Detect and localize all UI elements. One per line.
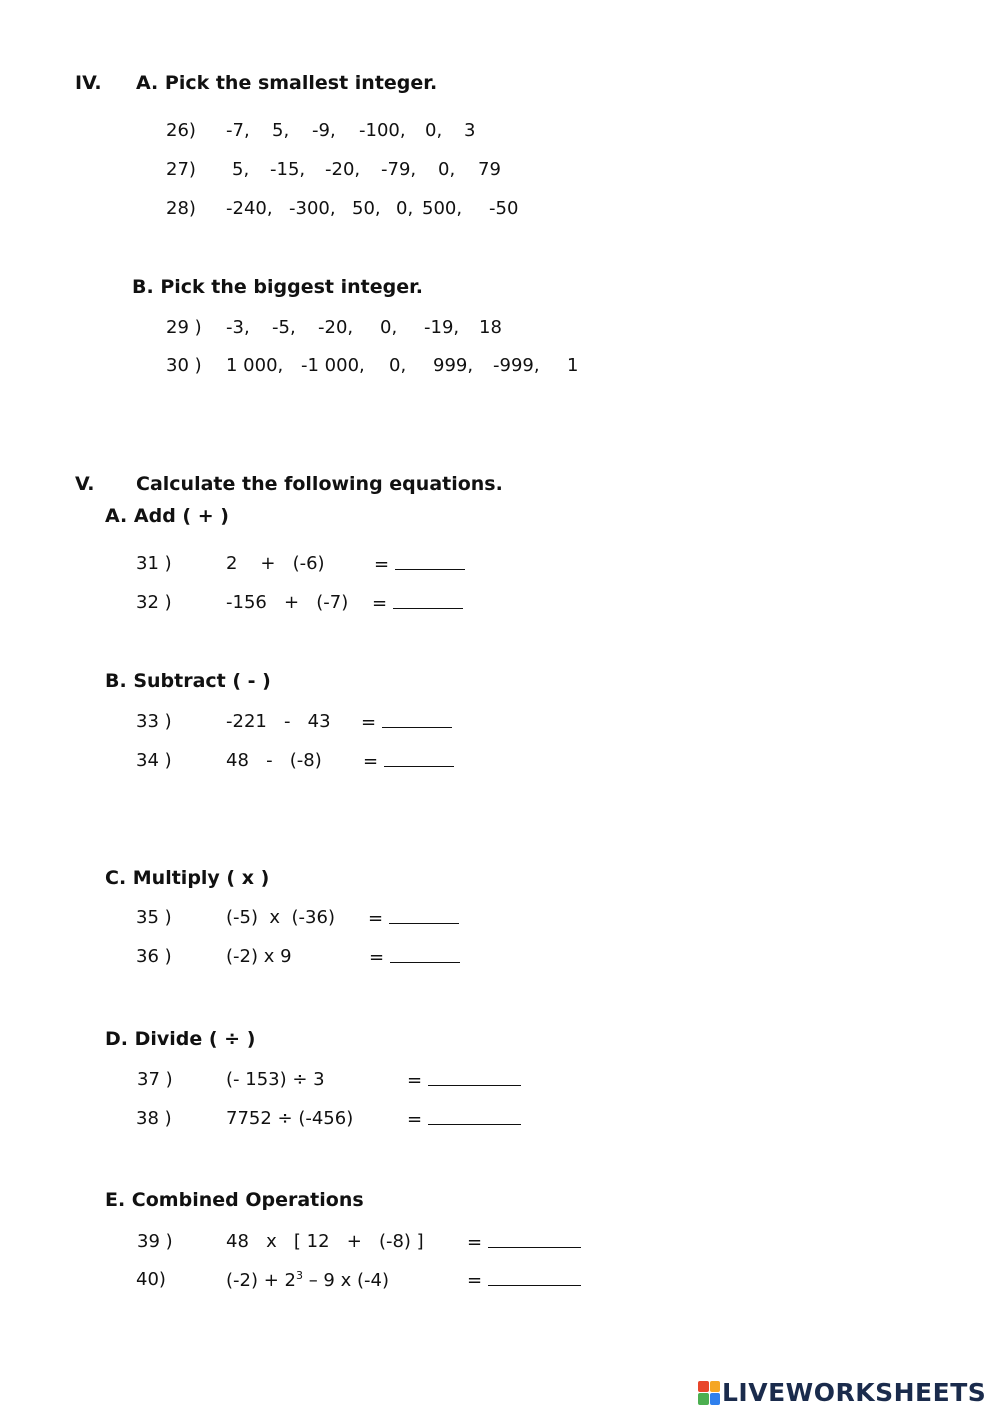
value: 0, [380,317,398,338]
value: -1 000, [301,355,365,376]
item-39-number: 39 ) [137,1231,173,1252]
equals-sign: = [374,554,390,575]
item-36-answer [369,946,460,968]
answer-blank[interactable] [384,750,454,767]
value: -3, [226,317,250,338]
value: 999, [433,355,474,376]
item-38-answer [407,1108,521,1130]
item-27 [166,159,196,180]
item-37-number: 37 ) [137,1069,173,1090]
item-38-expression: 7752 ÷ (-456) [226,1108,354,1129]
item-31-expression: 2 + (-6) [226,553,325,574]
value: 50, [352,198,381,219]
item-28-values [226,198,518,219]
item-32-expression: -156 + (-7) [226,592,349,613]
answer-blank[interactable] [428,1108,521,1125]
value: -9, [312,120,336,141]
answer-blank[interactable] [390,946,460,963]
item-37-answer [407,1069,521,1091]
answer-blank[interactable] [382,711,452,728]
item-29-values [226,317,502,338]
section-v-numeral: V. [75,473,95,495]
value: 3 [464,120,476,141]
item-number: 26) [166,120,196,141]
item-40-number: 40) [136,1269,166,1290]
item-33-number: 33 ) [136,711,172,732]
part-a-heading: A. Pick the smallest integer. [136,72,438,94]
item-35-expression: (-5) x (-36) [226,907,335,928]
equals-sign: = [407,1070,423,1091]
subtract-heading: B. Subtract ( - ) [105,670,271,692]
answer-blank[interactable] [428,1069,521,1086]
value: -7, [226,120,250,141]
item-39-answer [467,1231,581,1253]
item-40-answer [467,1269,581,1291]
value: 0, [425,120,443,141]
value: 5, [272,120,290,141]
expression-part: – 9 x (-4) [302,1270,389,1291]
value: -300, [289,198,336,219]
divide-heading: D. Divide ( ÷ ) [105,1028,256,1050]
section-v-heading: Calculate the following equations. [136,473,503,495]
answer-blank[interactable] [488,1231,581,1248]
item-32-number: 32 ) [136,592,172,613]
item-33-answer [361,711,452,733]
equals-sign: = [372,593,388,614]
value: 18 [479,317,502,338]
part-b-heading: B. Pick the biggest integer. [132,276,423,298]
item-38-number: 38 ) [136,1108,172,1129]
liveworksheets-logo-icon [698,1381,720,1405]
equals-sign: = [407,1109,423,1130]
item-number: 29 ) [166,317,202,338]
item-28 [166,198,196,219]
item-26-values [226,120,475,141]
answer-blank[interactable] [393,592,463,609]
item-34-expression: 48 - (-8) [226,750,322,771]
value: -20, [325,159,361,180]
expression-part: (-2) + 2 [226,1270,296,1291]
value: 0, [396,198,414,219]
equals-sign: = [363,751,379,772]
item-39-expression: 48 x [ 12 + (-8) ] [226,1231,424,1252]
item-36-expression: (-2) x 9 [226,946,292,967]
value: -15, [270,159,306,180]
equals-sign: = [369,947,385,968]
value: -5, [272,317,296,338]
value: -79, [381,159,417,180]
item-number: 27) [166,159,196,180]
value: 1 [567,355,579,376]
item-31-answer [374,553,465,575]
value: 500, [422,198,463,219]
equals-sign: = [467,1270,483,1291]
item-32-answer [372,592,463,614]
logo-text: LIVEWORKSHEETS [722,1378,987,1407]
value: -19, [424,317,460,338]
item-number: 28) [166,198,196,219]
value: 5, [232,159,250,180]
value: 1 000, [226,355,284,376]
answer-blank[interactable] [488,1269,581,1286]
item-34-answer [363,750,454,772]
section-iv-numeral: IV. [75,72,102,94]
combined-heading: E. Combined Operations [105,1189,364,1211]
value: 0, [389,355,407,376]
answer-blank[interactable] [395,553,465,570]
add-heading: A. Add ( + ) [105,505,229,527]
item-30-values [226,355,578,376]
value: 79 [478,159,501,180]
liveworksheets-logo [698,1378,986,1407]
equals-sign: = [467,1232,483,1253]
item-36-number: 36 ) [136,946,172,967]
item-26 [166,120,196,141]
value: -20, [318,317,354,338]
value: -100, [359,120,406,141]
item-40-expression [226,1269,389,1291]
exponent: 3 [295,1269,303,1282]
item-35-number: 35 ) [136,907,172,928]
answer-blank[interactable] [389,907,459,924]
equals-sign: = [361,712,377,733]
value: -999, [493,355,540,376]
item-35-answer [368,907,459,929]
item-31-number: 31 ) [136,553,172,574]
equals-sign: = [368,908,384,929]
item-30 [166,355,202,376]
item-27-values [232,159,501,180]
item-29 [166,317,202,338]
multiply-heading: C. Multiply ( x ) [105,867,270,889]
item-number: 30 ) [166,355,202,376]
value: 0, [438,159,456,180]
item-34-number: 34 ) [136,750,172,771]
value: -240, [226,198,273,219]
value: -50 [489,198,519,219]
item-37-expression: (- 153) ÷ 3 [226,1069,325,1090]
item-33-expression: -221 - 43 [226,711,331,732]
